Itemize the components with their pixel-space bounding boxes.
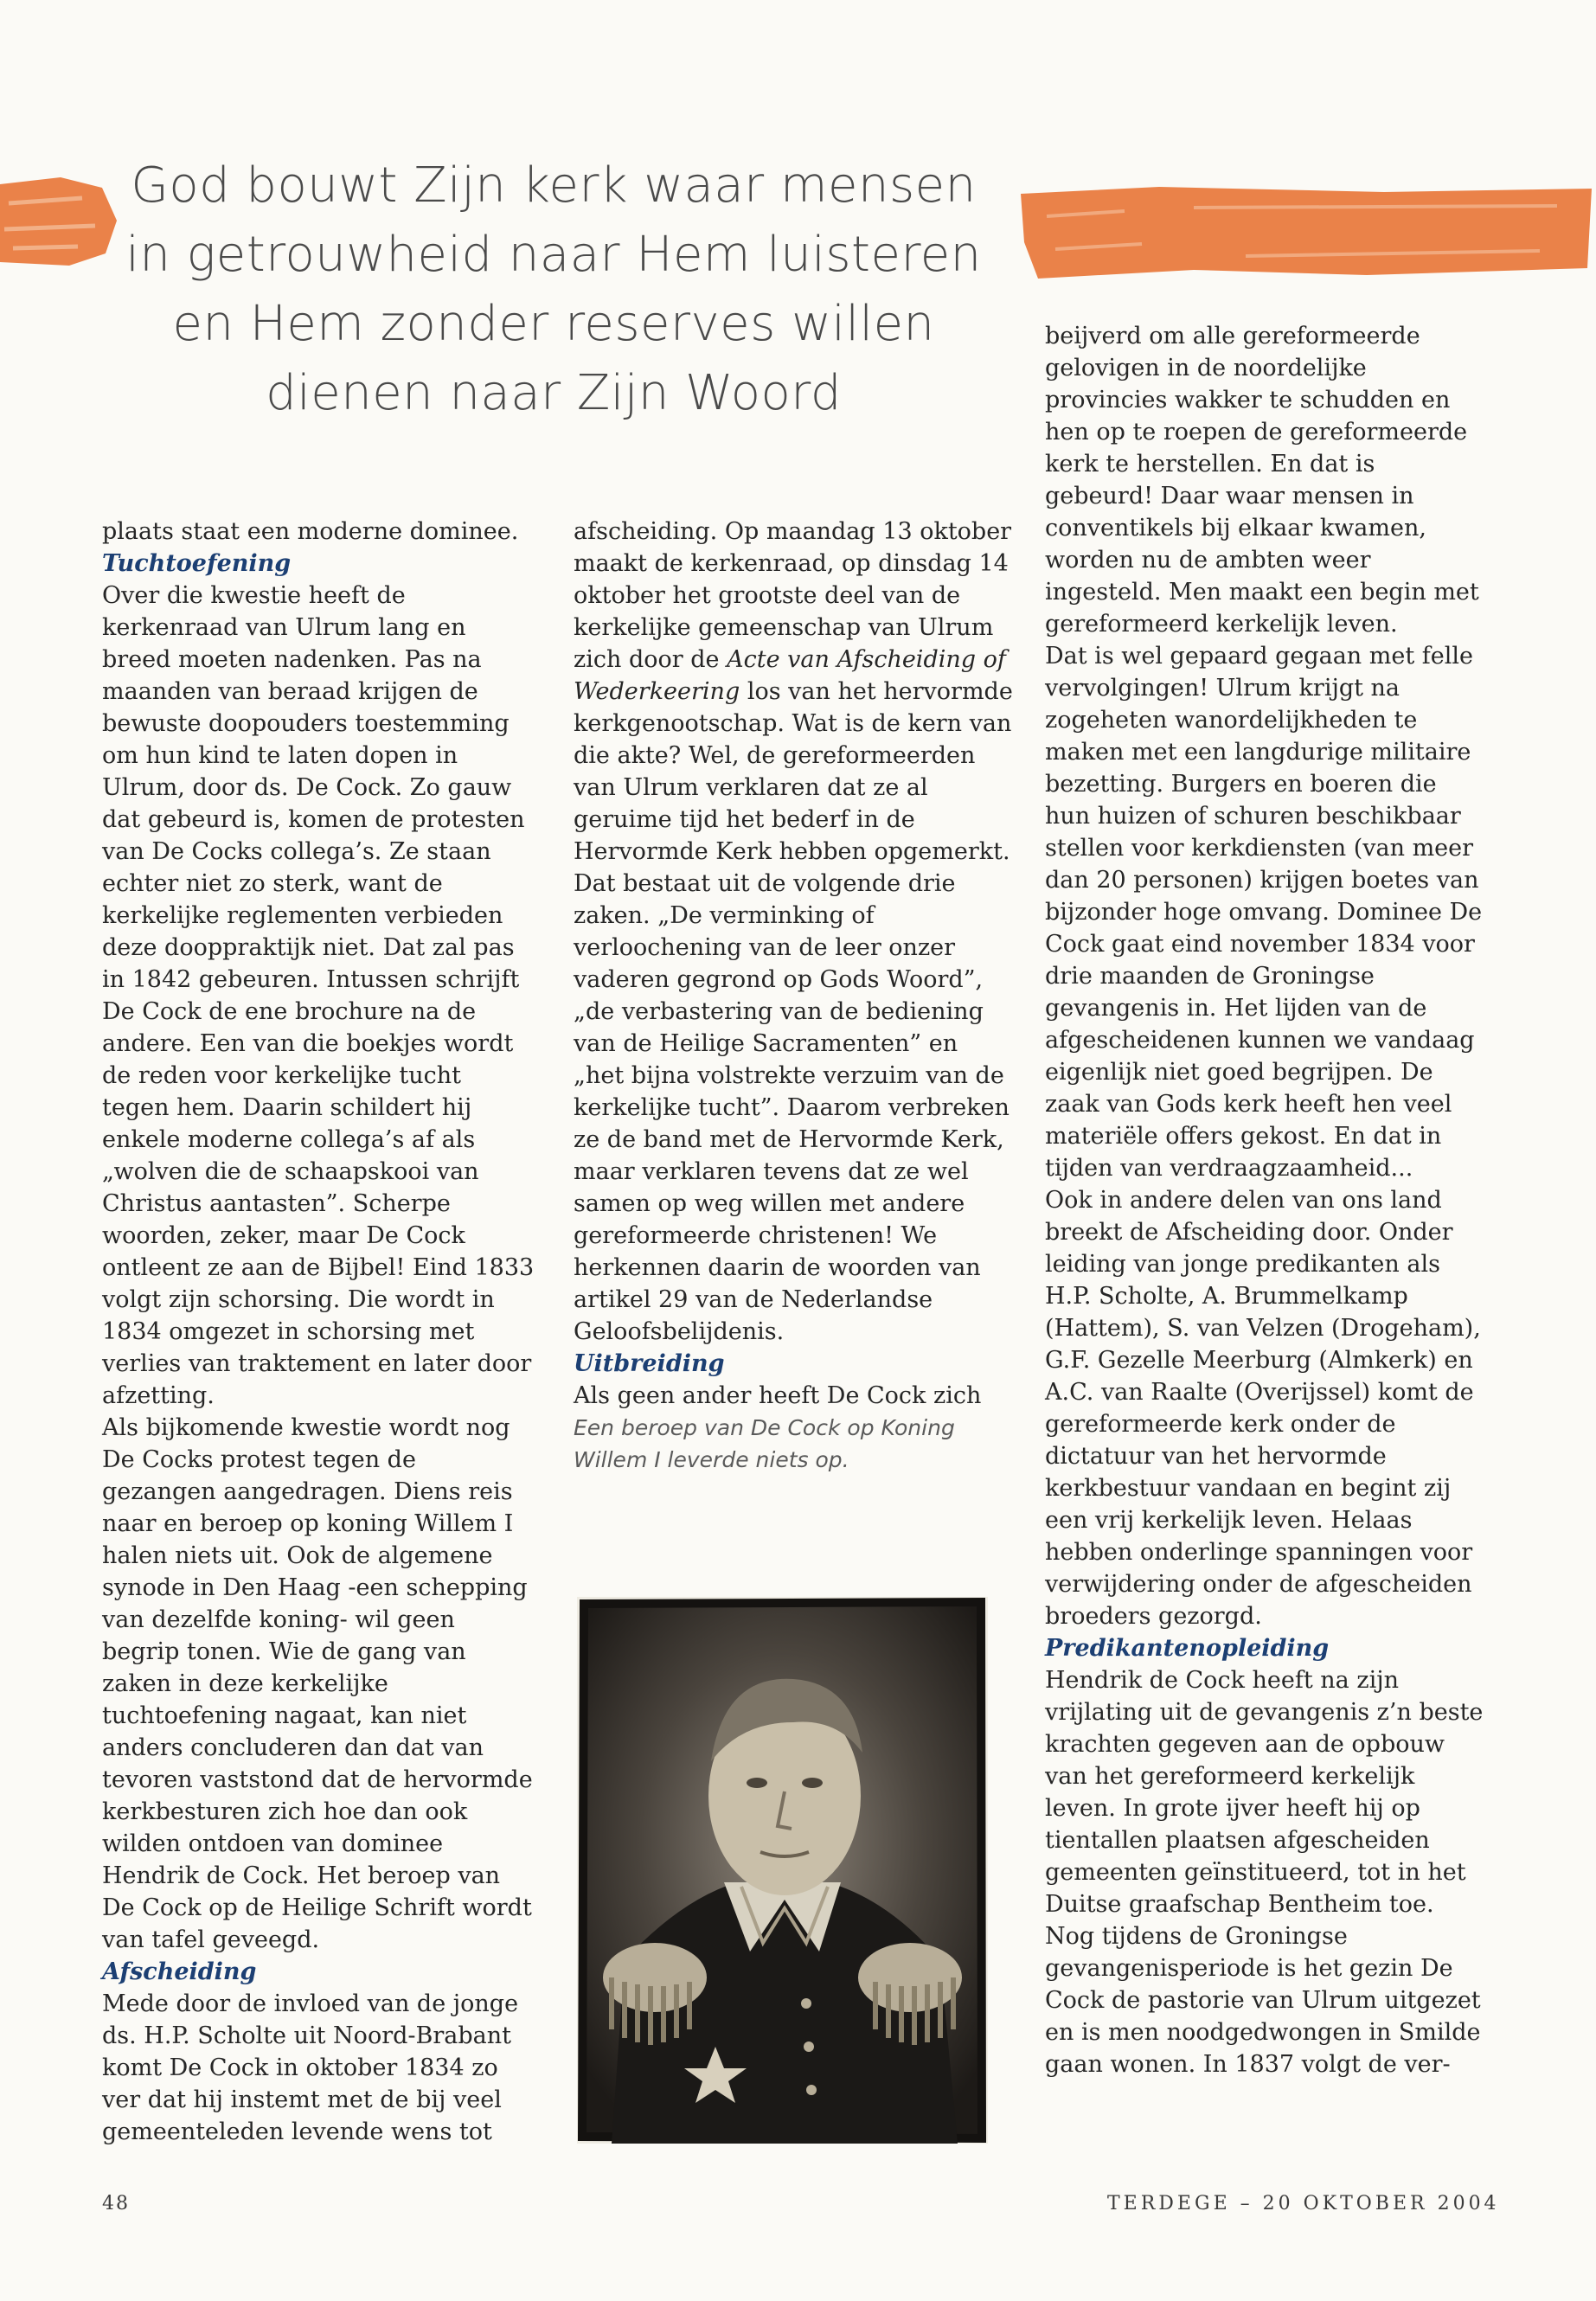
orange-brush-stroke-right	[1021, 182, 1592, 285]
body-paragraph: Ook in andere delen van ons land breekt de Afscheiding door. Onder leiding van jonge predikanten als H.P. Scholte, A. Brummelkamp (Hattem), S. van Velzen (Drogeham), G.F. Gezelle Meerburg (Almkerk) en A.C. van Raalte (Overijssel) komt de gereformeerde kerk onder de dictatuur van het hervormde kerkbestuur vandaan en begint zij een vrij kerkelijk leven. Helaas hebben onderlinge spanningen voor verwijdering onder de afgescheiden broeders gezorgd.	[1045, 1187, 1481, 1630]
body-paragraph: plaats staat een moderne dominee.	[102, 518, 519, 545]
body-paragraph: Hendrik de Cock heeft na zijn vrijlating uit de gevangenis z’n beste krachten gegeven aan de opbouw van het gereformeerd kerkelijk leven. In grote ijver heeft hij op tientallen plaatsen afgescheiden gemeenten geïnstitueerd, tot in het Duitse graafschap Bentheim toe. Nog tijdens de Groningse gevangenisperiode is het gezin De Cock de pastorie van Ulrum uitgezet en is men noodgedwongen in Smilde gaan wonen. In 1837 volgt de ver-	[1045, 1667, 1484, 2078]
pull-quote-line: en Hem zonder reserves willen	[172, 296, 935, 352]
pull-quote-line: God bouwt Zijn kerk waar mensen	[131, 157, 977, 214]
article-column-2	[574, 516, 1015, 1476]
body-text: los van het hervormde kerkgenootschap. Wat is de kern van die akte? Wel, de gereformeerden van Ulrum verklaren dat ze al geruime tijd het bederf in de Hervormde Kerk hebben opgemerkt. Dat bestaat uit de volgende drie zaken. „De verminking of verloochening van de leer onzer vaderen gegrond op Gods Woord”, „de verbastering van de bediening van de Heilige Sacramenten” en „het bijna volstrekte verzuim van de kerkelijke tucht”. Daarom verbreken ze de band met de Hervormde Kerk, maar verklaren tevens dat ze wel samen op weg willen met andere gereformeerde christenen! We herkennen daarin de woorden van artikel 29 van de Nederlandse Geloofsbelijdenis.	[574, 678, 1013, 1345]
body-paragraph: Over die kwestie heeft de kerkenraad van Ulrum lang en breed moeten nadenken. Pas na maanden van beraad krijgen de bewuste doopouders toestemming om hun kind te laten dopen in Ulrum, door ds. De Cock. Zo gauw dat gebeurd is, komen de protesten van De Cocks collega’s. Ze staan echter niet zo sterk, want de kerkelijke reglementen verbieden deze dooppraktijk niet. Dat zal pas in 1842 gebeuren. Intussen schrijft De Cock de ene brochure na de andere. Een van die boekjes wordt de reden voor kerkelijke tucht tegen hem. Daarin schildert hij enkele moderne collega’s af als „wolven die de schaapskooi van Christus aantasten”. Scherpe woorden, zeker, maar De Cock ontleent ze aan de Bijbel! Eind 1833 volgt zijn schorsing. Die wordt in 1834 omgezet in schorsing met verlies van traktement en later door afzetting.	[102, 582, 535, 1409]
body-paragraph	[574, 516, 1015, 1348]
section-heading-afscheiding: Afscheiding	[102, 1958, 257, 1985]
portrait-king-willem-photo	[577, 1597, 988, 2144]
pull-quote	[121, 151, 986, 428]
pull-quote-line: dienen naar Zijn Woord	[266, 365, 842, 421]
body-paragraph: Als geen ander heeft De Cock zich	[574, 1382, 982, 1409]
section-heading-uitbreiding: Uitbreiding	[574, 1350, 725, 1377]
pull-quote-line: in getrouwheid naar Hem luisteren	[125, 227, 982, 283]
magazine-footer: TERDEGE – 20 OKTOBER 2004	[1107, 2193, 1500, 2214]
body-paragraph: Als bijkomende kwestie wordt nog De Cocks protest tegen de gezangen aangedragen. Diens reis naar en beroep op koning Willem I halen niets uit. Ook de algemene synode in Den Haag -een schepping van dezelfde koning- wil geen begrip tonen. Wie de gang van zaken in deze kerkelijke tuchtoefening nagaat, kan niet anders concluderen dan dat van tevoren vaststond dat de hervormde kerkbesturen zich hoe dan ook wilden ontdoen van dominee Hendrik de Cock. Het beroep van De Cock op de Heilige Schrift wordt van tafel geveegd.	[102, 1414, 533, 1953]
photo-caption: Een beroep van De Cock op Koning Willem I leverde niets op.	[574, 1415, 955, 1472]
page-number: 48	[102, 2193, 130, 2214]
section-heading-tuchtoefening: Tuchtoefening	[102, 550, 292, 577]
body-paragraph: beijverd om alle gereformeerde gelovigen in de noordelijke provincies wakker te schudden en hen op te roepen de gereformeerde kerk te herstellen. En dat is gebeurd! Daar waar mensen in conventikels bij elkaar kwamen, worden nu de ambten weer ingesteld. Men maakt een begin met gereformeerd kerkelijk leven.	[1045, 323, 1479, 638]
document-title-italic: Acte van Afscheiding of Wederkeering	[574, 646, 1006, 705]
article-column-3	[1045, 320, 1486, 2080]
orange-brush-stroke-left	[0, 169, 125, 277]
article-column-1	[102, 516, 535, 2148]
body-paragraph: Dat is wel gepaard gegaan met felle vervolgingen! Ulrum krijgt na zogeheten wanordelijkheden te maken met een langdurige militaire bezetting. Burgers en boeren die hun huizen of schuren beschikbaar stellen voor kerkdiensten (van meer dan 20 personen) krijgen boetes van bijzonder hoge omvang. Dominee De Cock gaat eind november 1834 voor drie maanden de Groningse gevangenis in. Het lijden van de afgescheidenen kunnen we vandaag eigenlijk niet goed begrijpen. De zaak van Gods kerk heeft hen veel materiële offers gekost. En dat in tijden van verdraagzaamheid...	[1045, 643, 1483, 1182]
section-heading-predikantenopleiding: Predikantenopleiding	[1045, 1635, 1330, 1662]
body-text: afscheiding. Op maandag 13 oktober maakt de kerkenraad, op dinsdag 14 oktober het grootste deel van de kerkelijke gemeenschap van Ulrum zich door de	[574, 518, 1012, 673]
body-paragraph: Mede door de invloed van de jonge ds. H.P. Scholte uit Noord-Brabant komt De Cock in oktober 1834 zo ver dat hij instemt met de bij veel gemeenteleden levende wens tot	[102, 1990, 519, 2145]
